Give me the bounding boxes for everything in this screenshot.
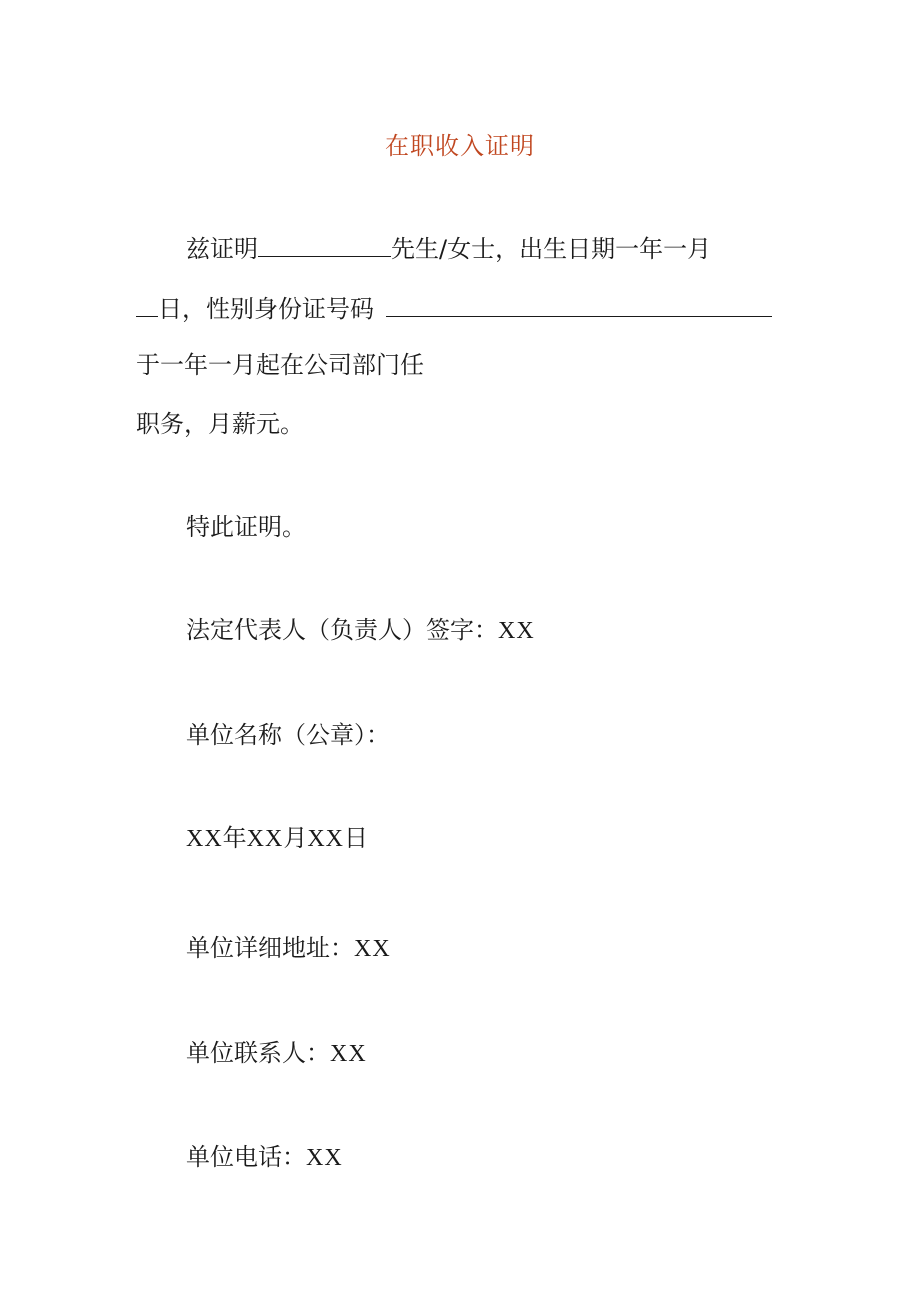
- signature-label: 法定代表人（负责人）签字：: [186, 616, 498, 644]
- address-label: 单位详细地址：: [186, 934, 354, 962]
- date-year-unit: 年: [222, 824, 247, 852]
- address-value: XX: [354, 936, 391, 962]
- paragraph-line-1: [186, 232, 711, 265]
- phone-line: [186, 1141, 343, 1174]
- date-month: XX: [246, 826, 284, 852]
- contact-line: [186, 1037, 367, 1070]
- date-day: XX: [307, 826, 345, 852]
- date-month-unit: 月: [283, 824, 308, 852]
- date-year: XX: [186, 826, 223, 852]
- seal-line: 单位名称（公章）：: [186, 721, 390, 749]
- certify-statement: 特此证明。: [186, 513, 306, 541]
- text-gender-birthdate: 先生/女士，出生日期一年一月: [391, 235, 712, 263]
- paragraph-line-3: 于一年一月起在公司部门任: [136, 351, 424, 379]
- date-line: [186, 822, 368, 855]
- phone-label: 单位电话：: [186, 1143, 306, 1171]
- contact-label: 单位联系人：: [186, 1039, 330, 1067]
- signature-line: [186, 614, 535, 647]
- text-id-number-label: 日，性别身份证号码: [158, 295, 374, 323]
- text-certify-prefix: 兹证明: [186, 235, 258, 263]
- date-day-unit: 日: [344, 824, 369, 852]
- signature-value: XX: [498, 618, 535, 644]
- day-blank: [136, 292, 158, 317]
- document-title: 在职收入证明: [385, 132, 535, 160]
- id-number-blank: [386, 292, 772, 317]
- address-line: [186, 932, 391, 965]
- name-blank: [258, 232, 391, 257]
- paragraph-line-2: [136, 292, 772, 325]
- paragraph-line-4: 职务，月薪元。: [136, 410, 304, 438]
- phone-value: XX: [306, 1145, 343, 1171]
- contact-value: XX: [330, 1041, 367, 1067]
